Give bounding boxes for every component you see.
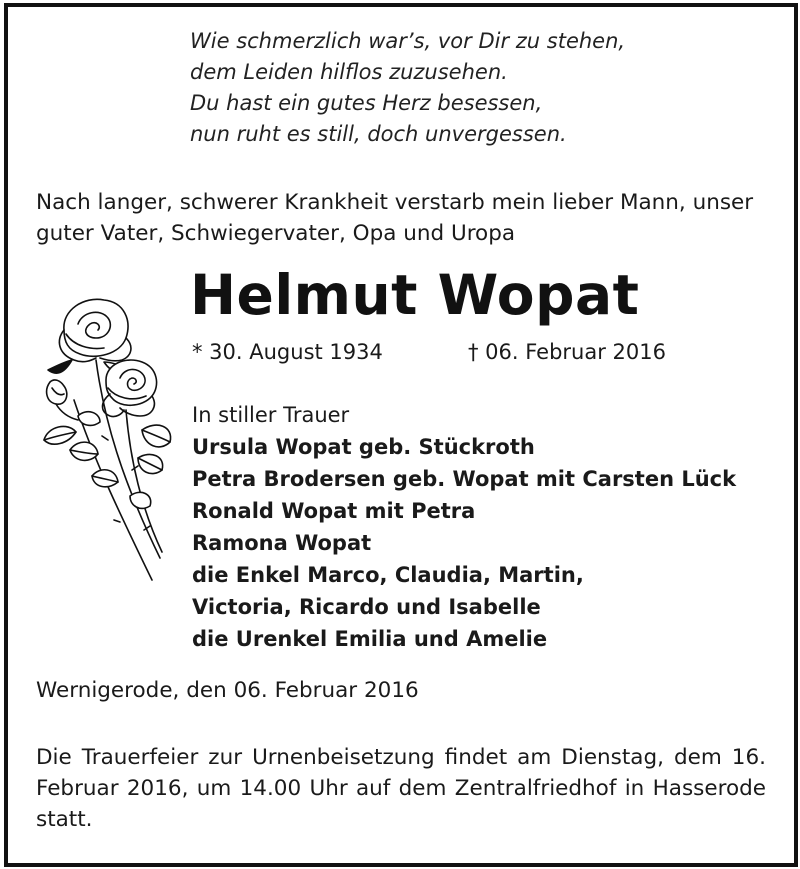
deceased-name: Helmut Wopat	[190, 263, 640, 327]
mourner-name: die Urenkel Emilia und Amelie	[192, 627, 548, 651]
mourner-name: Ramona Wopat	[192, 531, 372, 555]
mourner-name: Ursula Wopat geb. Stückroth	[192, 435, 535, 459]
poem-line: nun ruht es still, doch unvergessen.	[190, 122, 567, 146]
poem-line: dem Leiden hilflos zuzusehen.	[190, 60, 508, 84]
poem	[190, 26, 625, 150]
intro-text: Nach langer, schwerer Krankheit verstarb mein lieber Mann, unser guter Vater, Schwiegervater, Opa und Uropa	[36, 190, 754, 246]
mourners-block	[192, 399, 736, 655]
funeral-notice: Die Trauerfeier zur Urnenbeisetzung findet am Dienstag, dem 16. Februar 2016, um 14.00 Uhr auf dem Zentralfriedhof in Hasserode statt.	[36, 745, 766, 832]
mourner-name: die Enkel Marco, Claudia, Martin,	[192, 563, 584, 587]
poem-line: Wie schmerzlich war’s, vor Dir zu stehen,	[190, 29, 626, 53]
mourning-phrase: In stiller Trauer	[192, 403, 350, 427]
mourner-name: Petra Brodersen geb. Wopat mit Carsten Lück	[192, 467, 737, 491]
birth-date: * 30. August 1934	[192, 340, 383, 364]
rose-icon	[34, 290, 184, 590]
place-date: Wernigerode, den 06. Februar 2016	[36, 678, 419, 703]
mourner-name: Victoria, Ricardo und Isabelle	[192, 595, 541, 619]
death-date: † 06. Februar 2016	[468, 340, 666, 364]
poem-line: Du hast ein gutes Herz besessen,	[190, 91, 543, 115]
mourner-name: Ronald Wopat mit Petra	[192, 499, 476, 523]
